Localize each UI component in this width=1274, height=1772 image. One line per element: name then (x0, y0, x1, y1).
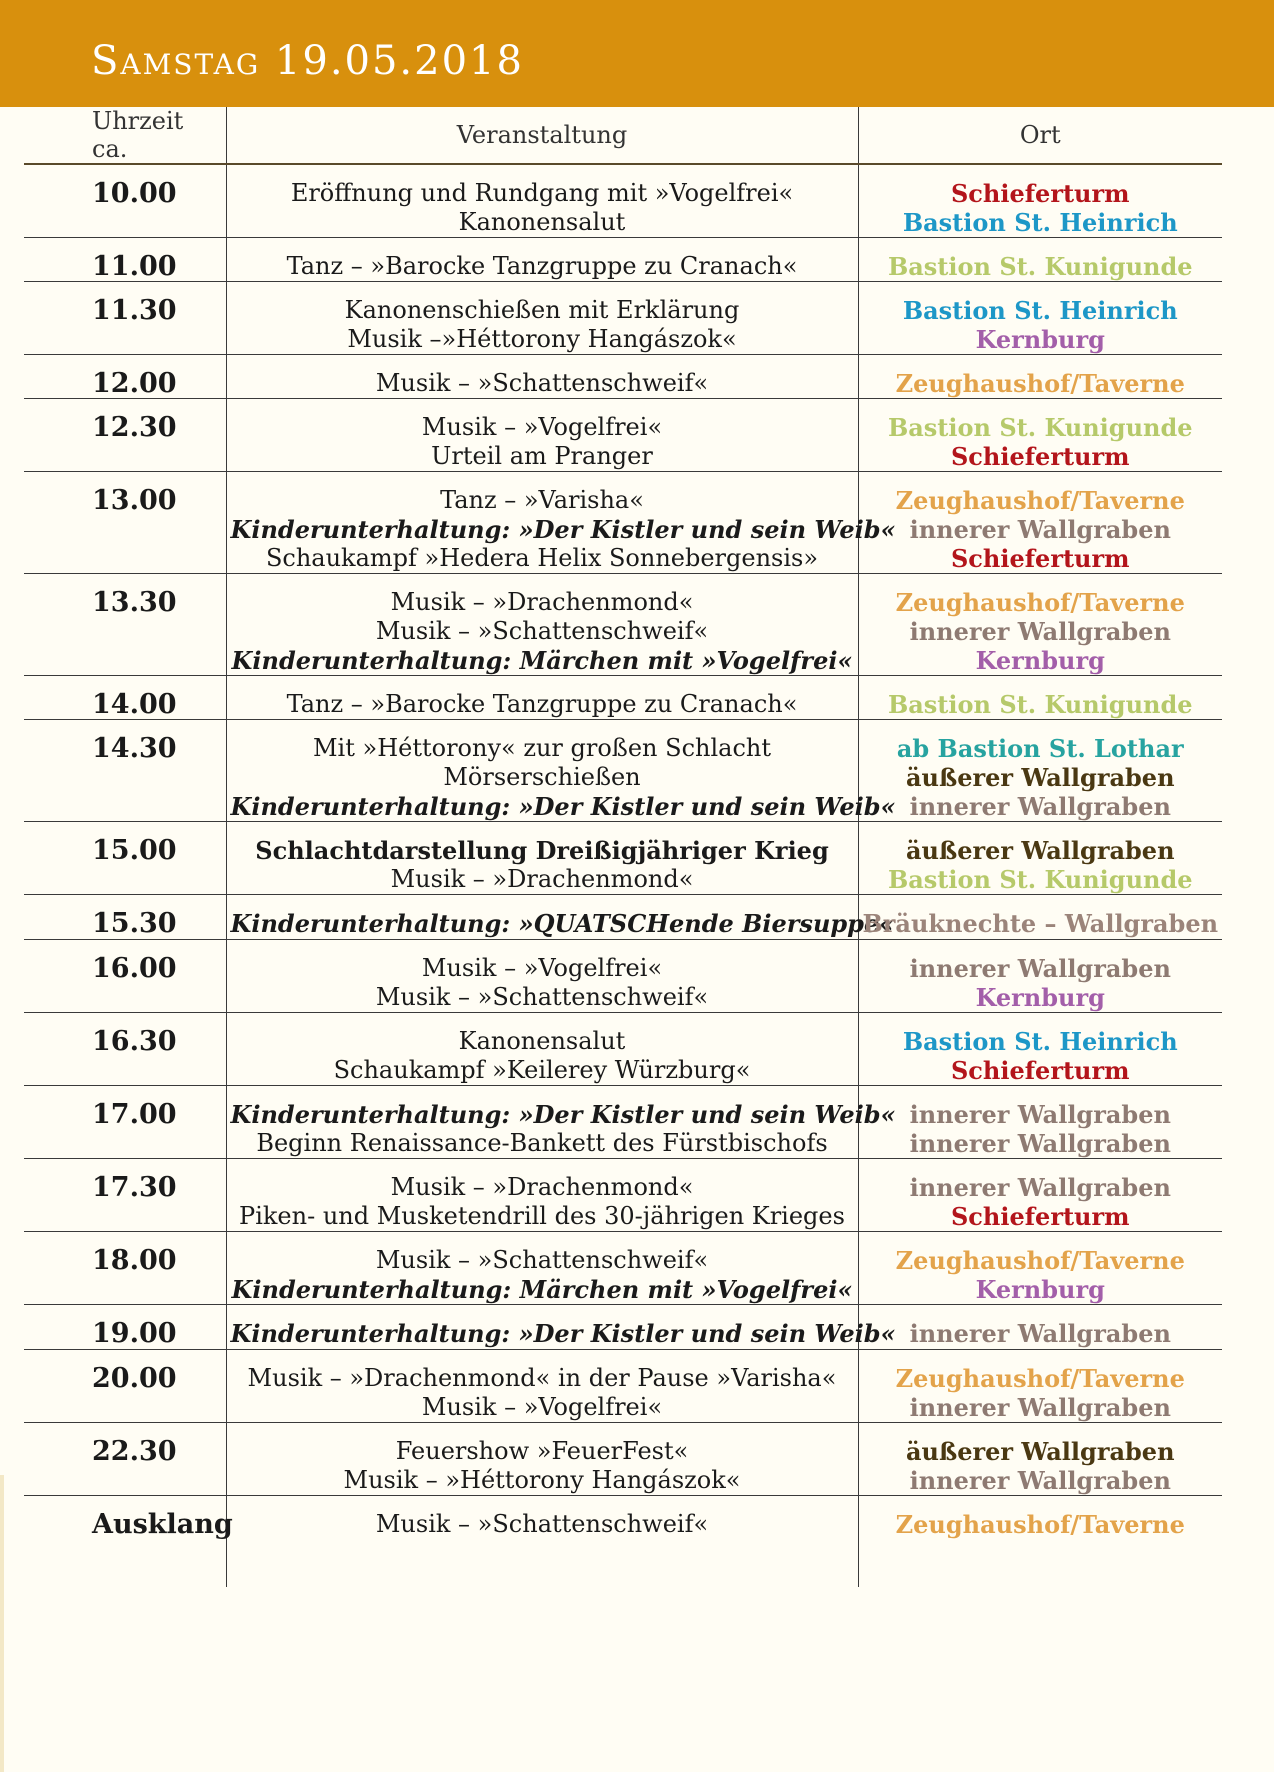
place-line: Bastion St. Kunigunde (887, 690, 1193, 719)
place-line: Schieferturm (950, 1202, 1130, 1231)
event-line: Musik – »Drachenmond« (390, 865, 694, 893)
place-line: ab Bastion St. Lothar (896, 734, 1184, 763)
event-line: Kanonenschießen mit Erklärung (344, 296, 740, 324)
place-cell (858, 282, 1222, 355)
place-cell (858, 1350, 1222, 1423)
table-row (24, 1350, 1222, 1423)
event-line: Kinderunterhaltung: »Der Kistler und sein Weib« (230, 515, 896, 544)
time-cell: 14.00 (24, 676, 226, 720)
place-cell (858, 1232, 1222, 1305)
event-line: Piken- und Musketendrill des 30-jährigen Krieges (239, 1202, 845, 1230)
event-line: Tanz – »Barocke Tanzgruppe zu Cranach« (286, 690, 798, 718)
place-cell (858, 676, 1222, 720)
table-row (24, 238, 1222, 282)
place-line: Kernburg (975, 983, 1105, 1012)
event-cell (226, 1350, 858, 1423)
event-line: Kinderunterhaltung: »Der Kistler und sein Weib« (230, 1319, 896, 1348)
place-cell (858, 1423, 1222, 1496)
place-line: Zeughaushof/Taverne (895, 369, 1185, 398)
place-cell (858, 355, 1222, 399)
place-cell (858, 1086, 1222, 1159)
place-line: innerer Wallgraben (909, 1100, 1171, 1129)
header-place: Ort (858, 107, 1222, 164)
header-time: Uhrzeit ca. (24, 107, 226, 164)
table-row (24, 895, 1222, 940)
event-cell (226, 574, 858, 676)
event-line: Musik – »Schattenschweif« (375, 617, 709, 645)
place-line: innerer Wallgraben (909, 954, 1171, 983)
table-row (24, 472, 1222, 574)
event-cell (226, 676, 858, 720)
time-cell: 16.30 (24, 1013, 226, 1086)
event-line: Kinderunterhaltung: »Der Kistler und sein Weib« (230, 1100, 896, 1129)
place-line: innerer Wallgraben (909, 1466, 1171, 1495)
place-cell (858, 720, 1222, 822)
place-cell (858, 399, 1222, 472)
event-cell (226, 1086, 896, 1159)
event-line: Musik –»Héttorony Hangászok« (347, 325, 737, 353)
time-cell: 19.00 (24, 1305, 226, 1350)
event-line: Beginn Renaissance-Bankett des Fürstbischofs (256, 1129, 828, 1157)
place-line: Zeughaushof/Taverne (895, 588, 1185, 617)
event-line: Musik – »Drachenmond« (390, 1173, 694, 1201)
place-line: innerer Wallgraben (909, 1393, 1171, 1422)
time-cell: 15.00 (24, 822, 226, 895)
place-cell (858, 1159, 1222, 1232)
time-cell: 11.30 (24, 282, 226, 355)
table-row (24, 164, 1222, 238)
place-line: Kernburg (975, 646, 1105, 675)
place-line: Bastion St. Heinrich (902, 208, 1178, 237)
event-line: Musik – »Schattenschweif« (375, 1510, 709, 1538)
time-cell: 13.00 (24, 472, 226, 574)
place-line: innerer Wallgraben (909, 515, 1171, 544)
place-line: Schieferturm (950, 1056, 1130, 1085)
place-line: Kernburg (975, 325, 1105, 354)
event-line: Musik – »Drachenmond« in der Pause »Varisha« (247, 1364, 837, 1392)
place-line: Schieferturm (950, 442, 1130, 471)
table-row (24, 574, 1222, 676)
event-cell (226, 1423, 858, 1496)
time-cell: 15.30 (24, 895, 226, 940)
place-line: Zeughaushof/Taverne (895, 1510, 1185, 1539)
event-line: Tanz – »Barocke Tanzgruppe zu Cranach« (286, 252, 798, 280)
event-line: Musik – »Vogelfrei« (421, 1393, 663, 1421)
schedule-table (24, 107, 1222, 1587)
event-line: Mörserschießen (443, 763, 641, 791)
event-line: Feuershow »FeuerFest« (395, 1437, 689, 1465)
place-cell (858, 574, 1222, 676)
table-row (24, 1086, 1222, 1159)
header-event: Veranstaltung (226, 107, 858, 164)
place-cell (858, 940, 1222, 1013)
time-cell: Ausklang (92, 1509, 233, 1540)
event-line: Kinderunterhaltung: Märchen mit »Vogelfrei« (231, 646, 853, 675)
event-cell (226, 1496, 858, 1587)
place-cell (858, 1496, 1222, 1587)
event-line: Musik – »Vogelfrei« (421, 954, 663, 982)
place-cell (858, 822, 1222, 895)
place-line: Bastion St. Kunigunde (887, 413, 1193, 442)
event-cell (226, 1232, 858, 1305)
place-line: Zeughaushof/Taverne (895, 1364, 1185, 1393)
event-line: Musik – »Héttorony Hangászok« (343, 1466, 741, 1494)
event-line: Schaukampf »Keilerey Würzburg« (333, 1056, 751, 1084)
event-cell (226, 822, 858, 895)
event-cell (226, 355, 858, 399)
event-cell (226, 1013, 858, 1086)
table-row (24, 720, 1222, 822)
schedule-body (24, 164, 1222, 1587)
place-line: Bastion St. Kunigunde (887, 865, 1193, 894)
place-line: Bastion St. Heinrich (902, 1027, 1178, 1056)
event-line: Musik – »Schattenschweif« (375, 983, 709, 1011)
place-cell (858, 1305, 1222, 1350)
event-cell (226, 164, 858, 238)
table-row (24, 676, 1222, 720)
event-line: Eröffnung und Rundgang mit »Vogelfrei« (290, 179, 794, 207)
event-cell (226, 940, 858, 1013)
place-line: äußerer Wallgraben (905, 1437, 1175, 1466)
event-line: Mit »Héttorony« zur großen Schlacht (312, 734, 771, 762)
place-cell (858, 238, 1222, 282)
place-line: innerer Wallgraben (909, 1173, 1171, 1202)
place-cell (858, 1013, 1222, 1086)
time-cell: 17.30 (24, 1159, 226, 1232)
place-line: Schieferturm (950, 544, 1130, 573)
event-cell (226, 399, 858, 472)
event-line: Musik – »Drachenmond« (390, 588, 694, 616)
place-line: Kernburg (975, 1275, 1105, 1304)
place-line: Bastion St. Kunigunde (887, 252, 1193, 281)
table-row (24, 282, 1222, 355)
place-cell (858, 164, 1222, 238)
place-line: innerer Wallgraben (909, 617, 1171, 646)
event-line: Musik – »Schattenschweif« (375, 1246, 709, 1274)
table-row (24, 1013, 1222, 1086)
place-line: äußerer Wallgraben (905, 763, 1175, 792)
event-line: Musik – »Schattenschweif« (375, 369, 709, 397)
place-cell (858, 895, 1222, 940)
event-line: Schlachtdarstellung Dreißigjähriger Krieg (255, 836, 829, 865)
place-line: innerer Wallgraben (909, 1129, 1171, 1158)
table-row (24, 1423, 1222, 1496)
time-cell: 20.00 (24, 1350, 226, 1423)
table-row (24, 940, 1222, 1013)
time-cell: 12.30 (24, 399, 226, 472)
event-cell (226, 238, 858, 282)
table-row (24, 1496, 1222, 1587)
event-line: Kinderunterhaltung: Märchen mit »Vogelfrei« (231, 1275, 853, 1304)
time-cell: 18.00 (24, 1232, 226, 1305)
time-cell: 13.30 (24, 574, 226, 676)
event-line: Tanz – »Varisha« (440, 486, 644, 514)
place-line: äußerer Wallgraben (905, 836, 1175, 865)
page-title: Samstag 19.05.2018 (91, 38, 524, 84)
event-cell (226, 720, 896, 822)
time-cell: 14.30 (24, 720, 226, 822)
place-line: Zeughaushof/Taverne (895, 1246, 1185, 1275)
table-row (24, 399, 1222, 472)
place-cell (858, 472, 1222, 574)
time-cell: 11.00 (24, 238, 226, 282)
table-row (24, 1305, 1222, 1350)
event-line: Schaukampf »Hedera Helix Sonnebergensis» (265, 544, 819, 572)
place-line: innerer Wallgraben (909, 1319, 1171, 1348)
event-line: Urteil am Pranger (431, 442, 653, 470)
event-cell (226, 1159, 858, 1232)
event-cell (226, 895, 895, 940)
time-cell: 10.00 (24, 164, 226, 238)
table-header-row (24, 107, 1222, 164)
time-cell: 17.00 (24, 1086, 226, 1159)
place-line: Bräuknechte – Wallgraben (862, 909, 1219, 938)
place-line: Bastion St. Heinrich (902, 296, 1178, 325)
event-line: Kinderunterhaltung: »QUATSCHende Biersuppe« (230, 909, 895, 938)
event-line: Musik – »Vogelfrei« (421, 413, 663, 441)
event-cell (226, 472, 896, 574)
table-row (24, 1232, 1222, 1305)
place-line: Zeughaushof/Taverne (895, 486, 1185, 515)
place-line: Schieferturm (950, 179, 1130, 208)
place-line: innerer Wallgraben (909, 792, 1171, 821)
table-row (24, 355, 1222, 399)
event-cell (226, 282, 858, 355)
event-line: Kinderunterhaltung: »Der Kistler und sein Weib« (230, 792, 896, 821)
event-line: Kanonensalut (458, 208, 626, 236)
table-row (24, 822, 1222, 895)
time-cell: 22.30 (24, 1423, 226, 1496)
left-accent-strip (0, 1475, 4, 1772)
table-row (24, 1159, 1222, 1232)
time-cell: 12.00 (24, 355, 226, 399)
event-line: Kanonensalut (458, 1027, 626, 1055)
event-cell (226, 1305, 896, 1350)
time-cell: 16.00 (24, 940, 226, 1013)
